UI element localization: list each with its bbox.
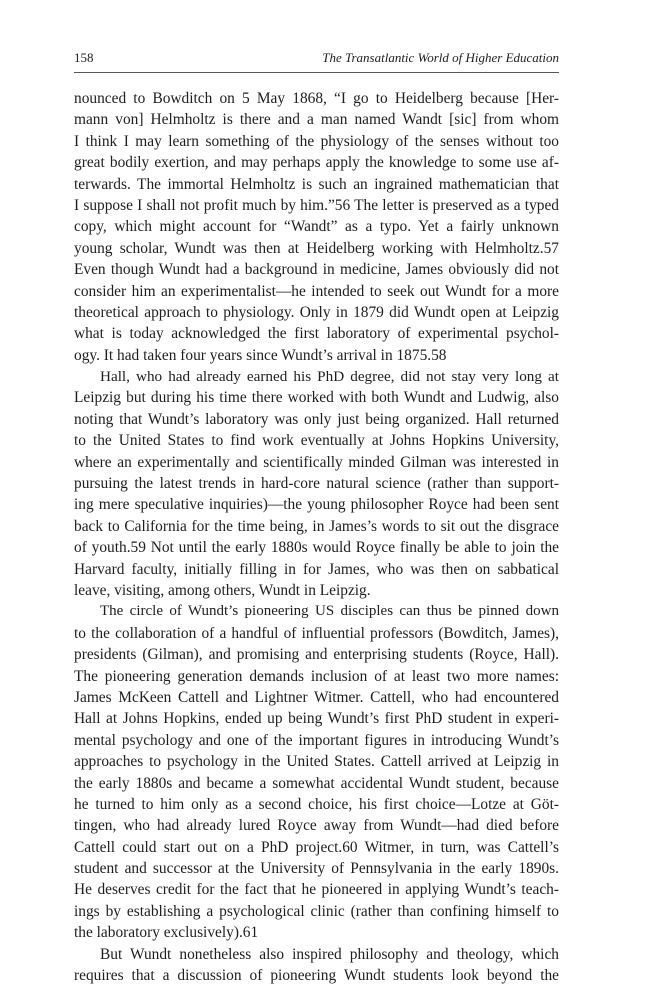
text-line: copy, which might account for “Wandt” as a typo. Yet a fairly unknown [74,218,559,236]
text-line: Leipzig but during his time there worked with both Wundt and Ludwig, also [74,389,559,407]
text-line: presidents (Gilman), and promising and enterprising students (Royce, Hall). [74,646,559,664]
text-line: back to California for the time being, in James’s words to sit out the disgrace [74,517,559,535]
text-line: Cattell could start out on a PhD project.60 Witmer, in turn, was Cattell’s [74,838,559,856]
text-line: the laboratory exclusively).61 [74,924,259,942]
text-line: noting that Wundt’s laboratory was only just being organized. Hall returned [74,410,559,428]
text-line: where an experimentally and scientifically minded Gilman was interested in [74,453,559,471]
running-head [74,50,559,70]
paragraph-3 [74,601,559,943]
running-title: The Transatlantic World of Higher Education [322,50,559,65]
text-line: I think I may learn something of the physiology of the senses without too [74,132,559,150]
text-line: mann von] Helmholtz is there and a man named Wandt [sic] from whom [74,111,559,129]
text-line: great bodily exertion, and may perhaps apply the knowledge to some use af- [74,154,559,172]
text-line: nounced to Bowditch on 5 May 1868, “I go to Heidelberg because [Her- [74,90,559,107]
text-line: Harvard faculty, initially filling in for James, who was then on sabbatical [74,560,559,578]
text-line: the early 1880s and became a somewhat accidental Wundt student, because [74,774,559,792]
text-line: of youth.59 Not until the early 1880s would Royce finally be able to join the [74,539,559,557]
text-line: I suppose I shall not profit much by him.”56 The letter is preserved as a typed [74,196,559,214]
text-line: he turned to him only as a second choice, his first choice—Lotze at Göt- [74,795,559,813]
text-line: student and successor at the University of Pennsylvania in the early 1890s. [74,860,559,878]
text-line: tingen, who had already lured Royce away from Wundt—had died before [74,817,559,835]
text-line: leave, visiting, among others, Wundt in Leipzig. [74,581,371,599]
text-line: James McKeen Cattell and Lightner Witmer. Cattell, who had encountered [74,688,559,706]
text-line: Hall, who had already earned his PhD degree, did not stay very long at [100,368,559,386]
text-line: ings by establishing a psychological clinic (rather than confining himself to [74,902,559,920]
text-line: pursuing the latest trends in hard-core natural science (rather than support- [74,475,559,493]
paragraph-4 [74,944,559,986]
text-line: terwards. The immortal Helmholtz is such an ingrained mathematician that [74,175,559,193]
text-line: ogy. It had taken four years since Wundt’s arrival in 1875.58 [74,346,447,364]
text-line: young scholar, Wundt was then at Heidelberg working with Helmholtz.57 [74,239,559,257]
paragraph-2 [74,366,559,601]
text-line: to the United States to find work eventually at Johns Hopkins University, [74,432,559,450]
header-rule [74,72,559,73]
page-number: 158 [74,50,94,65]
text-line: But Wundt nonetheless also inspired philosophy and theology, which [100,945,559,963]
text-line: requires that a discussion of pioneering Wundt students look beyond the [74,967,559,985]
text-line: consider him an experimentalist—he intended to seek out Wundt for a more [74,282,559,300]
text-line: Even though Wundt had a background in medicine, James obviously did not [74,261,559,279]
body-text [74,88,559,986]
text-line: Hall at Johns Hopkins, ended up being Wundt’s first PhD student in experi- [74,710,559,728]
text-line: to the collaboration of a handful of influential professors (Bowditch, James), [74,624,559,642]
text-line: theoretical approach to physiology. Only in 1879 did Wundt open at Leipzig [74,303,559,321]
text-line: He deserves credit for the fact that he pioneered in applying Wundt’s teach- [74,881,559,899]
paragraph-1 [74,88,559,366]
text-line: The circle of Wundt’s pioneering US disciples can thus be pinned down [100,603,559,620]
text-line: ing mere speculative inquiries)—the young philosopher Royce had been sent [74,496,559,514]
text-line: what is today acknowledged the first laboratory of experimental psychol- [74,325,559,343]
text-line: approaches to psychology in the United States. Cattell arrived at Leipzig in [74,753,559,771]
text-line: The pioneering generation demands inclusion of at least two more names: [74,667,559,685]
text-line: mental psychology and one of the important figures in introducing Wundt’s [74,731,559,749]
